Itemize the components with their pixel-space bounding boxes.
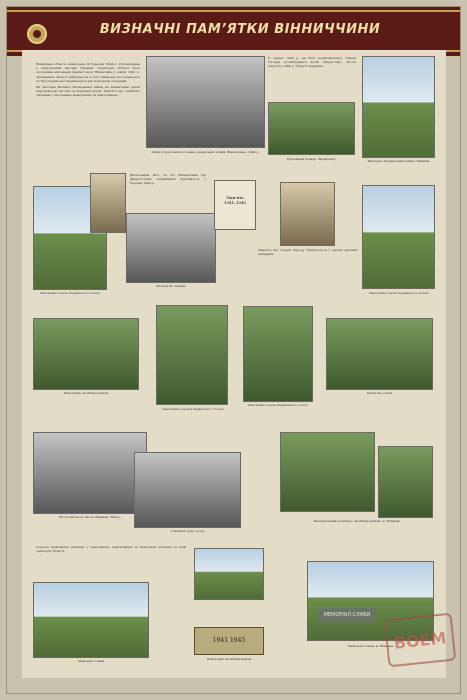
caption: Пам’ятник Герою Радянського Союзу <box>247 404 309 407</box>
photo-memorial <box>33 318 139 390</box>
caption: Пам’ятник Герою Радянського Союзу <box>39 292 101 295</box>
caption: Один із братських поховань радянських воїнів. Вінниччина, 1944 р. <box>151 151 260 154</box>
caption: Пам’ятник загиблим воїнам <box>206 658 252 661</box>
photo-obelisk <box>362 56 435 158</box>
page-title: ВИЗНАЧНІ ПАМ’ЯТКИ ВІННИЧЧИНИ <box>99 22 381 37</box>
caption: Меморіал Слави, м. Вінниця <box>347 645 394 648</box>
caption: Учасники руху опору <box>170 530 205 533</box>
text-right-middle: Пам’ять про подвиг народу зберігається у серцях вдячних нащадків. <box>258 248 358 257</box>
photo-relief <box>326 318 433 390</box>
intro-paragraph: Вінницька область визволена 20 березня 1944 р. Розташована у центральній частині України. Територія області була окупована військами фашистської Німеччини у липні 1941 р. Звільнення області відбувалося в ході Умансько-Ботошанської та Проскурівсько-Чернівецької наступальних операцій. <box>36 62 140 83</box>
photo-portrait <box>90 173 126 233</box>
caption: Пам’ятна плита <box>366 392 393 395</box>
photo-memorial-complex <box>280 432 375 512</box>
photo-stele-sky <box>33 582 149 658</box>
photo-soldier-statue <box>194 548 264 600</box>
years-text: 1941 1945 <box>212 637 246 644</box>
caption: Меморіал Слави <box>77 660 105 663</box>
text-middle: Визволення міст та сіл Вінниччини від фашистських загарбників відбувалось у березні 1944 р. <box>130 173 206 186</box>
intro-paragraph: Як частина Великої Вітчизняної війни на Вінниччині діяли партизанські загони та підпільні групи. Пам’ять про загиблих увічнена у численних меморіалах та пам’ятниках. <box>36 85 140 98</box>
photo-stele <box>243 306 313 402</box>
caption: Вступ військ до міста. Вінниця 1944 р. <box>59 516 121 519</box>
document-card <box>214 180 256 230</box>
photo-bunker <box>268 102 355 155</box>
caption: Пам’ятник Герою Радянського Союзу <box>368 292 430 295</box>
photo-flag-memorial <box>156 305 228 405</box>
document-line: 1941–1945 <box>223 200 247 205</box>
photo-partisans <box>134 452 241 528</box>
emblem-icon <box>27 24 47 44</box>
text-lower-left: Героїзм захисників увічнено у меморіалах, пам’ятниках та братських могилах по всій території області. <box>36 545 186 554</box>
memorial-sign: МЕМОРІАЛ СЛАВИ <box>318 608 376 622</box>
photo-bust <box>362 185 435 289</box>
document-line: Пам’ять <box>226 195 244 200</box>
caption: Пам’ятник загиблим воїнам <box>63 392 109 395</box>
caption: Меморіальний комплекс загиблим воїнам. м. Вінниця <box>313 520 400 523</box>
photo-grave <box>126 213 216 283</box>
caption: Меморіал Радянським воїнам. Вінниця <box>367 160 430 163</box>
logo: ВОЕМ <box>384 613 457 668</box>
caption: Пам’ятник Героям Радянського Союзу <box>162 408 224 411</box>
intro-text <box>36 62 140 182</box>
caption: Могила М. Сніжка <box>156 285 186 288</box>
years-plaque <box>194 627 264 655</box>
photo-memorial-wall <box>378 446 433 518</box>
photo-troops <box>33 432 147 514</box>
text-right-top: У серпні 1942 р. на базі спецкомплексу ставки Гітлера розміщувався штаб «Вервольф». Після відступу 1944 р. будівлі підірвано. <box>268 56 356 69</box>
caption: Підземний бункер «Вервольф» <box>286 158 337 161</box>
photo-crowd <box>146 56 265 148</box>
photo-officer-portrait <box>280 182 335 246</box>
